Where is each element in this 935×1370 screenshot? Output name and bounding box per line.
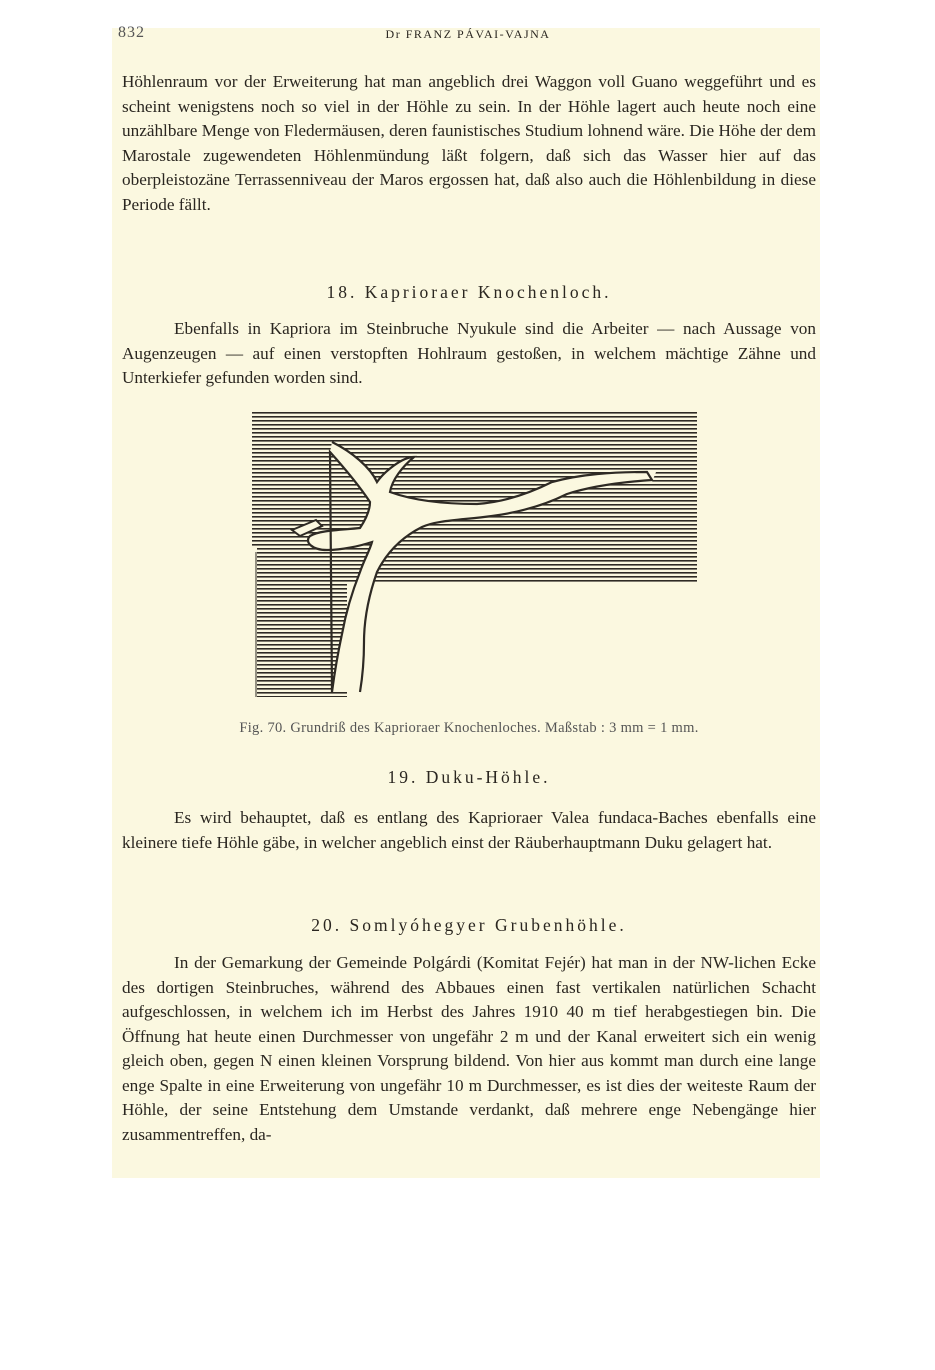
figure-caption: Fig. 70. Grundriß des Kaprioraer Knochenloches. Maßstab : 3 mm = 1 mm. <box>239 720 699 736</box>
cave-plan-drawing <box>252 412 697 697</box>
paragraph-polgardi-shaft: In der Gemarkung der Gemeinde Polgárdi (Komitat Fejér) hat man in der NW-lichen Ecke des dortigen Steinbruches, während des Abbaues einen fast vertikalen natürlichen Schacht aufgeschlossen, in welchem ich im Herbst des Jahres 1910 40 m tief herabgestiegen bin. Die Öffnung hat heute einen Durchmesser von ungefähr 2 m und der Kanal erweitert sich ein wenig gleich oben, gegen N einen kleinen Vorsprung bildend. Von hier aus kommt man durch eine lange enge Spalte in eine Erweiterung von ungefähr 10 m Durchmesser, es ist dies der weiteste Raum der Höhle, der seine Entstehung dem Umstande verdankt, daß mehrere enge Nebengänge hier zusammentreffen, da- <box>122 953 816 1144</box>
cave-plan-figure <box>252 412 697 697</box>
paragraph-kapriora-quarry: Ebenfalls in Kapriora im Steinbruche Nyukule sind die Arbeiter — nach Aussage von Augenzeugen — auf einen verstopften Hohlraum gestoßen, in welchem mächtige Zähne und Unterkiefer gefunden worden sind. <box>122 319 816 387</box>
section-heading-19: 19. Duku-Höhle. <box>387 767 551 787</box>
rock-hatching <box>252 412 697 697</box>
paragraph-cave-guano: Höhlenraum vor der Erweiterung hat man angeblich drei Waggon voll Guano weggeführt und es scheint wenigstens noch so viel in der Höhle zu sein. In der Höhle lagert auch heute noch eine unzählbare Menge von Fledermäusen, deren faunistisches Studium lohnend wäre. Die Höhe der dem Marostale zugewendeten Höhlenmündung läßt folgern, daß sich das Wasser hier auf das oberpleistozäne Terrassenniveau der Maros ergossen hat, daß also auch die Höhlenbildung in diese Periode fällt. <box>122 72 816 214</box>
paragraph-duku-cave: Es wird behauptet, daß es entlang des Kaprioraer Valea fundaca-Baches ebenfalls eine kleinere tiefe Höhle gäbe, in welcher angeblich einst der Räuberhauptmann Duku gelagert hat. <box>122 808 816 852</box>
section-heading-20: 20. Somlyóhegyer Grubenhöhle. <box>311 915 627 935</box>
section-heading-18: 18. Kaprioraer Knochenloch. <box>326 282 612 302</box>
page-header <box>118 24 818 44</box>
page-number: 832 <box>118 24 145 41</box>
running-head: Dr FRANZ PÁVAI-VAJNA <box>385 27 551 41</box>
